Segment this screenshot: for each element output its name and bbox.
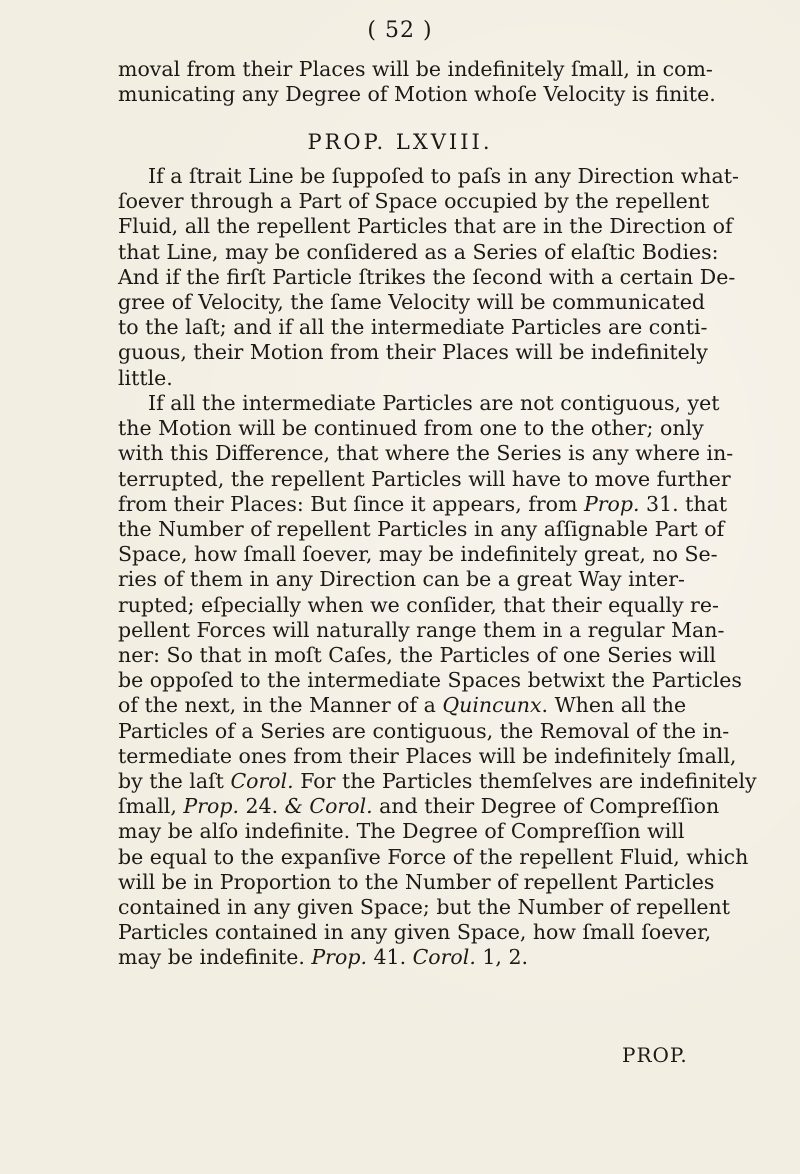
text-line: the Motion will be continued from one to the other; only [118,416,704,441]
text-line: from their Places: But ſince it appears, from Prop. 31. that [118,491,728,516]
text-line: moval from their Places will be indefinitely ſmall, in com- [118,57,713,81]
text-line: be oppoſed to the intermediate Spaces betwixt the Particles [118,668,742,693]
text-line: may be indefinite. Prop. 41. Corol. 1, 2. [118,945,529,970]
text-line: that Line, may be conſidered as a Series of elaſtic Bodies: [118,239,719,264]
text-line: by the laſt Corol. For the Particles themſelves are indefinitely [118,769,757,794]
text-line: ner: So that in moſt Caſes, the Particles of one Series will [118,643,716,668]
text-line: ſmall, Prop. 24. & Corol. and their Degree of Compreſſion [118,794,720,819]
text-line: Particles of a Series are contiguous, the Removal of the in- [118,718,730,743]
text-line: If a ſtrait Line be ſuppoſed to paſs in any Direction what- [148,164,739,188]
text-line: gree of Velocity, the ſame Velocity will be communicated [118,290,705,315]
text-line: contained in any given Space; but the Number of repellent [118,895,730,920]
text-line: will be in Proportion to the Number of repellent Particles [118,869,715,894]
text-line: If all the intermediate Particles are not contiguous, yet [148,391,720,415]
text-line: be equal to the expanſive Force of the repellent Fluid, which [118,844,749,869]
page-number: ( 52 ) [367,18,433,43]
text-line: Space, how ſmall ſoever, may be indefinitely great, no Se- [118,542,718,567]
text-line: ries of them in any Direction can be a great Way inter- [118,567,685,592]
text-line: to the laſt; and if all the intermediate Particles are conti- [118,315,708,340]
text-line: the Number of repellent Particles in any aſſignable Part of [118,517,725,542]
paragraph-2 [118,391,757,971]
text-line: rupted; eſpecially when we conſider, that their equally re- [118,592,719,617]
proposition-heading: PROP. LXVIII. [307,130,493,154]
text-line: may be alſo indefinite. The Degree of Compreſſion will [118,819,685,844]
text-line: Fluid, all the repellent Particles that are in the Direction of [118,214,733,239]
continued-paragraph [118,57,716,107]
text-line: And if the firſt Particle ſtrikes the ſecond with a certain De- [118,264,736,289]
text-line: with this Difference, that where the Series is any where in- [118,441,734,466]
paragraph-1 [118,164,739,391]
text-line: little. [118,365,173,390]
text-line: pellent Forces will naturally range them in a regular Man- [118,617,725,642]
catchword: PROP. [622,1043,688,1067]
text-line: municating any Degree of Motion whoſe Velocity is finite. [118,82,716,107]
text-line: guous, their Motion from their Places will be indefinitely [118,340,708,365]
text-line: termediate ones from their Places will be indefinitely ſmall, [118,743,737,768]
text-line: ſoever through a Part of Space occupied by the repellent [118,189,710,214]
text-line: Particles contained in any given Space, how ſmall ſoever, [118,920,712,945]
text-line: terrupted, the repellent Particles will have to move further [118,466,731,491]
text-line: of the next, in the Manner of a Quincunx. When all the [118,693,687,718]
